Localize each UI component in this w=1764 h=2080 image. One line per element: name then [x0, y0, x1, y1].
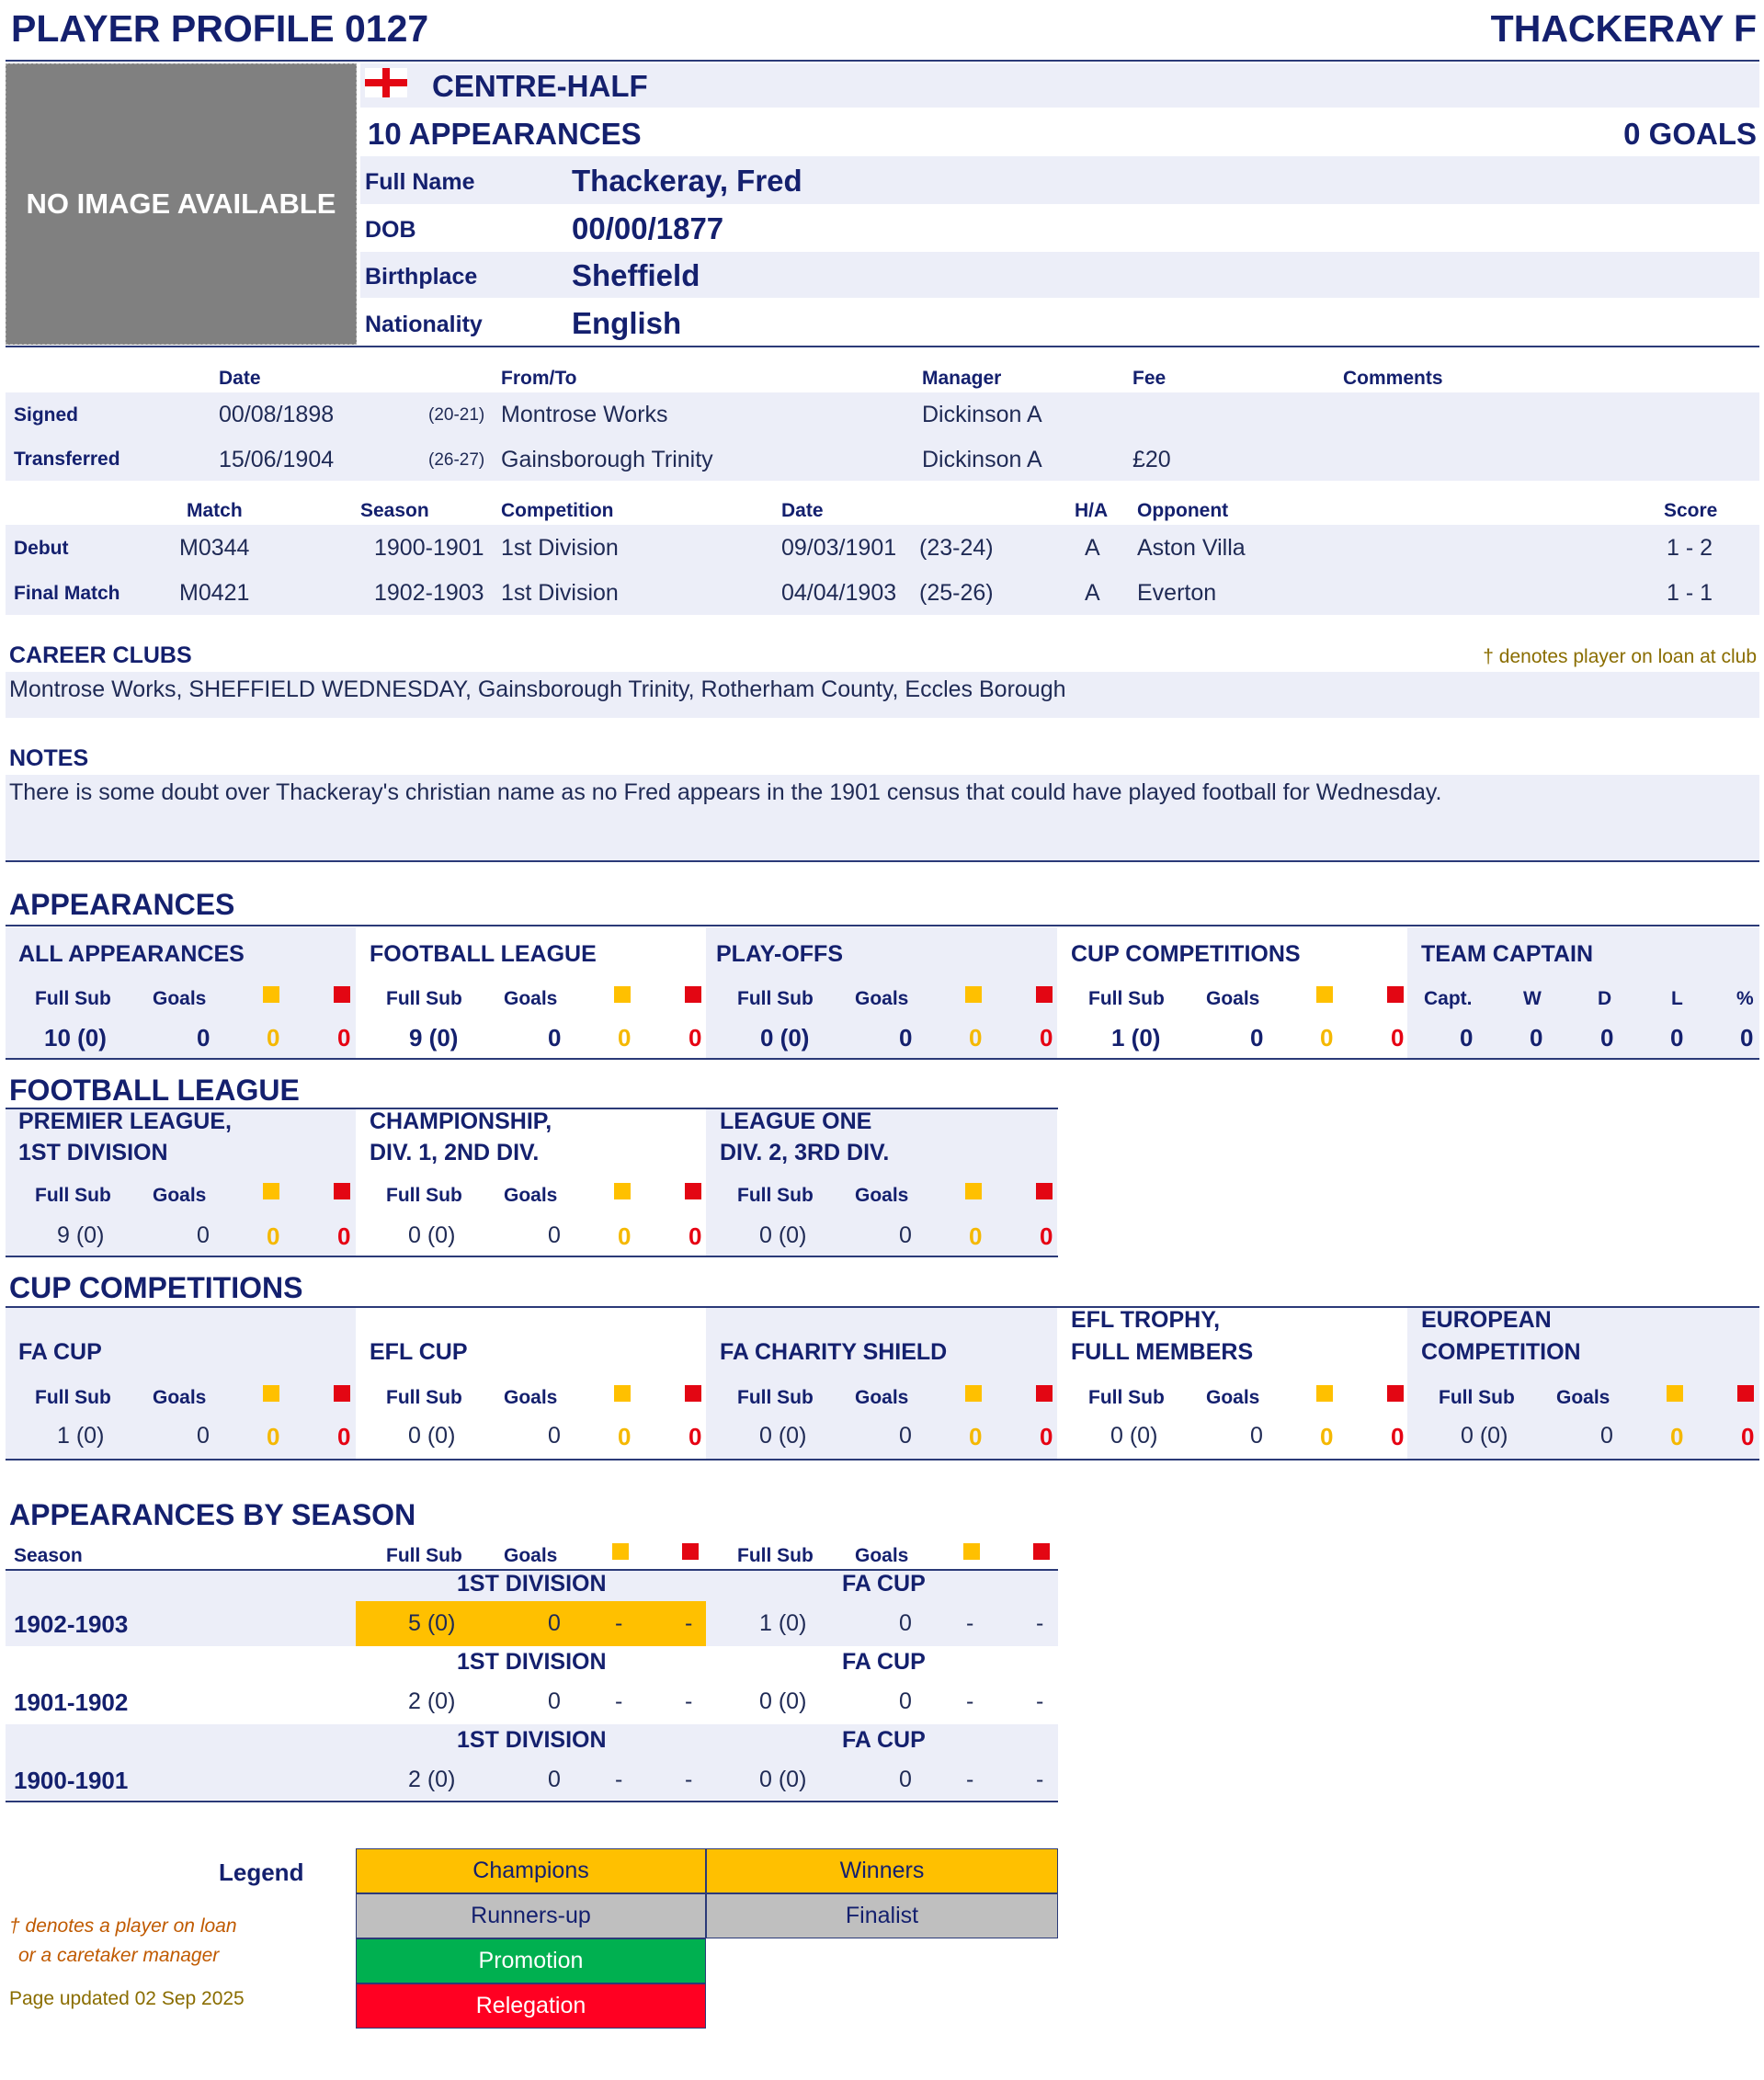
legend-relegation-label: Relegation [475, 1993, 586, 2018]
yellow-card-icon [263, 986, 279, 1003]
stat-full-sub-header: Full Sub [386, 1545, 462, 1566]
fl-premier-goals: 0 [197, 1222, 210, 1248]
fl-premier-red: 0 [337, 1222, 351, 1250]
team-captain-title: TEAM CAPTAIN [1421, 941, 1594, 967]
final-match-age: (25-26) [919, 580, 994, 606]
european-yellow: 0 [1670, 1423, 1684, 1450]
season-row-season: 1900-1901 [14, 1767, 129, 1794]
legend-promotion-label: Promotion [478, 1948, 584, 1973]
stat-goals-header: Goals [153, 1185, 207, 1206]
season-row-league-yellow: - [615, 1610, 623, 1636]
season-row-league-full-sub: 5 (0) [408, 1610, 456, 1636]
season-row-league-red: - [685, 1767, 693, 1792]
transferred-age: (26-27) [428, 450, 485, 470]
playoffs-yellow: 0 [969, 1024, 983, 1051]
season-row-league-red: - [685, 1688, 693, 1714]
stat-goals-header: Goals [504, 1185, 558, 1206]
playoffs-red: 0 [1040, 1024, 1053, 1051]
stat-full-sub-header: Full Sub [35, 1185, 111, 1206]
season-row-cup-red: - [1036, 1767, 1044, 1792]
stat-full-sub-header: Full Sub [737, 1387, 814, 1408]
charity-shield-yellow: 0 [969, 1423, 983, 1450]
european-title-1: EUROPEAN [1421, 1307, 1552, 1333]
all-yellow: 0 [267, 1024, 280, 1051]
england-flag-icon [365, 68, 407, 97]
transferred-club: Gainsborough Trinity [501, 447, 713, 472]
legend-promotion [356, 1938, 706, 1983]
legend-winners [706, 1848, 1058, 1893]
yellow-card-icon [614, 986, 631, 1003]
debut-age: (23-24) [919, 535, 994, 561]
yellow-card-icon [612, 1543, 629, 1560]
captain-pct-header: % [1736, 988, 1754, 1009]
final-match-date: 04/04/1903 [781, 580, 897, 606]
european-goals: 0 [1600, 1423, 1613, 1449]
fl-league-one-red: 0 [1040, 1222, 1053, 1250]
dob-label: DOB [365, 217, 416, 243]
playoffs-goals: 0 [899, 1024, 913, 1051]
red-card-icon [685, 1183, 701, 1199]
charity-shield-goals: 0 [899, 1423, 912, 1449]
score-header: Score [1664, 500, 1718, 521]
legend-relegation [356, 1983, 706, 2029]
red-card-icon [1737, 1385, 1754, 1402]
fl-championship-title-2: DIV. 1, 2ND DIV. [370, 1140, 540, 1165]
fl-league-one-goals: 0 [899, 1222, 912, 1248]
season-row-season: 1902-1903 [14, 1610, 129, 1638]
season-row-league-full-sub: 2 (0) [408, 1688, 456, 1714]
debut-opponent: Aston Villa [1137, 535, 1246, 561]
fa-cup-title: FA CUP [18, 1339, 102, 1365]
season-row-league-full-sub: 2 (0) [408, 1767, 456, 1792]
red-card-icon [1036, 1183, 1053, 1199]
fl-premier-title-1: PREMIER LEAGUE, [18, 1108, 232, 1134]
season-row-cup-label: FA CUP [842, 1649, 926, 1675]
stat-full-sub-header: Full Sub [386, 1387, 462, 1408]
captain-w-header: W [1523, 988, 1542, 1009]
fl-league-one-full-sub: 0 (0) [759, 1222, 807, 1248]
captain-d-value: 0 [1600, 1024, 1614, 1051]
signed-age: (20-21) [428, 405, 485, 425]
efl-trophy-full-sub: 0 (0) [1110, 1423, 1158, 1449]
season-row-league-goals: 0 [548, 1688, 561, 1714]
all-appearances-title: ALL APPEARANCES [18, 941, 245, 967]
fa-cup-yellow: 0 [267, 1423, 280, 1450]
fl-league-one-title-2: DIV. 2, 3RD DIV. [720, 1140, 890, 1165]
stat-full-sub-header: Full Sub [386, 1185, 462, 1206]
final-match-season: 1902-1903 [374, 580, 484, 606]
league-yellow: 0 [618, 1024, 632, 1051]
season-col-header: Season [14, 1545, 83, 1566]
efl-trophy-title-2: FULL MEMBERS [1071, 1339, 1254, 1365]
signed-manager: Dickinson A [922, 402, 1042, 427]
yellow-card-icon [614, 1385, 631, 1402]
season-row-league-yellow: - [615, 1688, 623, 1714]
appearances-title: APPEARANCES [9, 888, 235, 921]
league-red: 0 [689, 1024, 702, 1051]
transfer-fromto-header: From/To [501, 368, 577, 389]
stat-full-sub-header: Full Sub [737, 988, 814, 1009]
cups-red: 0 [1391, 1024, 1405, 1051]
stat-goals-header: Goals [153, 1387, 207, 1408]
final-match-label: Final Match [14, 583, 120, 604]
football-league-title: FOOTBALL LEAGUE [370, 941, 597, 967]
season-row-cup-red: - [1036, 1610, 1044, 1636]
cups-full-sub: 1 (0) [1111, 1024, 1161, 1051]
debut-label: Debut [14, 538, 69, 559]
season-row-league-red: - [685, 1610, 693, 1636]
player-position: CENTRE-HALF [432, 69, 648, 103]
transferred-label: Transferred [14, 449, 120, 470]
season-row-cup-goals: 0 [899, 1767, 912, 1792]
stat-goals-header: Goals [855, 1545, 909, 1566]
competition-header: Competition [501, 500, 614, 521]
red-card-icon [1387, 986, 1404, 1003]
legend-finalist-label: Finalist [845, 1903, 919, 1928]
dob-value: 00/00/1877 [572, 211, 724, 245]
season-row-cup-full-sub: 0 (0) [759, 1767, 807, 1792]
efl-cup-title: EFL CUP [370, 1339, 468, 1365]
yellow-card-icon [1316, 1385, 1333, 1402]
season-row-league-label: 1ST DIVISION [457, 1649, 607, 1675]
red-card-icon [1387, 1385, 1404, 1402]
season-row-league-label: 1ST DIVISION [457, 1727, 607, 1753]
player-short-name: THACKERAY F [1490, 7, 1757, 50]
season-row-cup-yellow: - [966, 1688, 974, 1714]
efl-trophy-goals: 0 [1250, 1423, 1263, 1449]
notes-title: NOTES [9, 745, 89, 771]
league-full-sub: 9 (0) [409, 1024, 459, 1051]
full-name-label: Full Name [365, 169, 475, 195]
fl-championship-title-1: CHAMPIONSHIP, [370, 1108, 552, 1134]
player-photo-placeholder [6, 63, 357, 345]
page-updated: Page updated 02 Sep 2025 [9, 1988, 245, 2009]
fl-premier-title-2: 1ST DIVISION [18, 1140, 168, 1165]
red-card-icon [1036, 1385, 1053, 1402]
signed-label: Signed [14, 404, 79, 426]
stat-full-sub-header: Full Sub [1088, 1387, 1165, 1408]
fl-premier-full-sub: 9 (0) [57, 1222, 105, 1248]
european-red: 0 [1741, 1423, 1755, 1450]
legend-loan-note-1: † denotes a player on loan [9, 1915, 237, 1937]
stat-full-sub-header: Full Sub [1088, 988, 1165, 1009]
fl-league-one-yellow: 0 [969, 1222, 983, 1250]
stat-full-sub-header: Full Sub [1439, 1387, 1515, 1408]
red-card-icon [334, 1183, 350, 1199]
season-row-cup-yellow: - [966, 1610, 974, 1636]
red-card-icon [1036, 986, 1053, 1003]
legend-runners-up [356, 1893, 706, 1938]
yellow-card-icon [965, 1385, 982, 1402]
yellow-card-icon [965, 986, 982, 1003]
debut-score: 1 - 2 [1667, 535, 1713, 561]
stat-goals-header: Goals [1206, 1387, 1260, 1408]
captain-l-header: L [1671, 988, 1683, 1009]
season-row-cup-label: FA CUP [842, 1727, 926, 1753]
debut-ha: A [1085, 535, 1100, 561]
yellow-card-icon [263, 1183, 279, 1199]
birthplace-value: Sheffield [572, 258, 700, 292]
final-match-competition: 1st Division [501, 580, 619, 606]
stat-goals-header: Goals [504, 988, 558, 1009]
debut-season: 1900-1901 [374, 535, 484, 561]
charity-shield-full-sub: 0 (0) [759, 1423, 807, 1449]
debut-match: M0344 [179, 535, 250, 561]
goals-total: 0 GOALS [1623, 117, 1757, 151]
page-title: PLAYER PROFILE 0127 [11, 7, 429, 50]
stat-goals-header: Goals [855, 1185, 909, 1206]
cup-competitions-section-title: CUP COMPETITIONS [9, 1271, 303, 1304]
season-row-cup-full-sub: 1 (0) [759, 1610, 807, 1636]
efl-cup-yellow: 0 [618, 1423, 632, 1450]
red-card-icon [1033, 1543, 1050, 1560]
all-red: 0 [337, 1024, 351, 1051]
european-title-2: COMPETITION [1421, 1339, 1581, 1365]
season-row-league-yellow: - [615, 1767, 623, 1792]
stat-goals-header: Goals [1556, 1387, 1610, 1408]
fl-championship-red: 0 [689, 1222, 702, 1250]
fa-cup-red: 0 [337, 1423, 351, 1450]
signed-club: Montrose Works [501, 402, 668, 427]
season-row-league-goals: 0 [548, 1610, 561, 1636]
final-match-ha: A [1085, 580, 1100, 606]
final-match-score: 1 - 1 [1667, 580, 1713, 606]
season-row-cup-label: FA CUP [842, 1571, 926, 1597]
final-match-opponent: Everton [1137, 580, 1217, 606]
yellow-card-icon [1316, 986, 1333, 1003]
season-row-cup-yellow: - [966, 1767, 974, 1792]
stat-full-sub-header: Full Sub [737, 1185, 814, 1206]
cups-yellow: 0 [1320, 1024, 1334, 1051]
career-clubs-title: CAREER CLUBS [9, 642, 192, 668]
stat-full-sub-header: Full Sub [35, 988, 111, 1009]
transferred-manager: Dickinson A [922, 447, 1042, 472]
red-card-icon [682, 1543, 699, 1560]
all-goals: 0 [197, 1024, 211, 1051]
captain-w-value: 0 [1530, 1024, 1543, 1051]
charity-shield-red: 0 [1040, 1423, 1053, 1450]
fl-championship-goals: 0 [548, 1222, 561, 1248]
season-row-cup-goals: 0 [899, 1688, 912, 1714]
league-goals: 0 [548, 1024, 562, 1051]
stat-goals-header: Goals [504, 1387, 558, 1408]
efl-cup-full-sub: 0 (0) [408, 1423, 456, 1449]
transferred-fee: £20 [1132, 447, 1171, 472]
ha-header: H/A [1075, 500, 1109, 521]
season-header: Season [360, 500, 429, 521]
red-card-icon [334, 1385, 350, 1402]
stat-goals-header: Goals [504, 1545, 558, 1566]
efl-trophy-yellow: 0 [1320, 1423, 1334, 1450]
season-row-cup-red: - [1036, 1688, 1044, 1714]
efl-cup-goals: 0 [548, 1423, 561, 1449]
stat-full-sub-header: Full Sub [35, 1387, 111, 1408]
captain-d-header: D [1598, 988, 1612, 1009]
stat-goals-header: Goals [153, 988, 207, 1009]
career-clubs-list: Montrose Works, SHEFFIELD WEDNESDAY, Gainsborough Trinity, Rotherham County, Eccles Borough [9, 676, 1066, 702]
cup-competitions-title: CUP COMPETITIONS [1071, 941, 1301, 967]
captain-header: Capt. [1424, 988, 1473, 1009]
season-row-cup-full-sub: 0 (0) [759, 1688, 807, 1714]
efl-trophy-title-1: EFL TROPHY, [1071, 1307, 1221, 1333]
playoffs-full-sub: 0 (0) [760, 1024, 810, 1051]
legend-champions-label: Champions [472, 1858, 589, 1883]
transfer-comments-header: Comments [1343, 368, 1443, 389]
fl-championship-full-sub: 0 (0) [408, 1222, 456, 1248]
season-row-season: 1901-1902 [14, 1688, 129, 1716]
stat-goals-header: Goals [855, 1387, 909, 1408]
football-league-section-title: FOOTBALL LEAGUE [9, 1074, 300, 1107]
captain-l-value: 0 [1670, 1024, 1684, 1051]
legend-title: Legend [219, 1858, 304, 1886]
fa-cup-full-sub: 1 (0) [57, 1423, 105, 1449]
debut-date: 09/03/1901 [781, 535, 897, 561]
stat-goals-header: Goals [855, 988, 909, 1009]
charity-shield-title: FA CHARITY SHIELD [720, 1339, 948, 1365]
transfer-manager-header: Manager [922, 368, 1002, 389]
by-season-title: APPEARANCES BY SEASON [9, 1498, 416, 1531]
nationality-value: English [572, 306, 682, 340]
captain-value: 0 [1460, 1024, 1474, 1051]
legend-loan-note-2: or a caretaker manager [18, 1945, 220, 1966]
efl-trophy-red: 0 [1391, 1423, 1405, 1450]
captain-pct-value: 0 [1740, 1024, 1754, 1051]
stat-full-sub-header: Full Sub [386, 988, 462, 1009]
notes-text: There is some doubt over Thackeray's christian name as no Fred appears in the 1901 census that could have played football for Wednesday. [9, 779, 1442, 805]
loan-note: † denotes player on loan at club [1483, 646, 1757, 667]
yellow-card-icon [614, 1183, 631, 1199]
transfer-fee-header: Fee [1132, 368, 1167, 389]
play-offs-title: PLAY-OFFS [716, 941, 843, 967]
debut-competition: 1st Division [501, 535, 619, 561]
fl-championship-yellow: 0 [618, 1222, 632, 1250]
yellow-card-icon [1667, 1385, 1683, 1402]
birthplace-label: Birthplace [365, 264, 478, 290]
match-date-header: Date [781, 500, 824, 521]
legend-runners-up-label: Runners-up [471, 1903, 591, 1928]
stat-full-sub-header: Full Sub [737, 1545, 814, 1566]
appearances-total: 10 APPEARANCES [368, 117, 642, 151]
efl-cup-red: 0 [689, 1423, 702, 1450]
european-full-sub: 0 (0) [1461, 1423, 1508, 1449]
season-row-cup-goals: 0 [899, 1610, 912, 1636]
fl-league-one-title-1: LEAGUE ONE [720, 1108, 872, 1134]
yellow-card-icon [263, 1385, 279, 1402]
transferred-date: 15/06/1904 [219, 447, 335, 472]
full-name-value: Thackeray, Fred [572, 164, 802, 198]
red-card-icon [334, 986, 350, 1003]
red-card-icon [685, 1385, 701, 1402]
opponent-header: Opponent [1137, 500, 1229, 521]
yellow-card-icon [963, 1543, 980, 1560]
legend-champions [356, 1848, 706, 1893]
signed-date: 00/08/1898 [219, 402, 335, 427]
match-header: Match [187, 500, 243, 521]
all-full-sub: 10 (0) [44, 1024, 107, 1051]
stat-goals-header: Goals [1206, 988, 1260, 1009]
fl-premier-yellow: 0 [267, 1222, 280, 1250]
legend-winners-label: Winners [839, 1858, 925, 1883]
nationality-label: Nationality [365, 312, 483, 337]
no-image-text: NO IMAGE AVAILABLE [26, 188, 336, 220]
cups-goals: 0 [1250, 1024, 1264, 1051]
season-row-league-label: 1ST DIVISION [457, 1571, 607, 1597]
legend-finalist [706, 1893, 1058, 1938]
transfer-date-header: Date [219, 368, 261, 389]
season-row-league-goals: 0 [548, 1767, 561, 1792]
fa-cup-goals: 0 [197, 1423, 210, 1449]
final-match-id: M0421 [179, 580, 250, 606]
yellow-card-icon [965, 1183, 982, 1199]
red-card-icon [685, 986, 701, 1003]
